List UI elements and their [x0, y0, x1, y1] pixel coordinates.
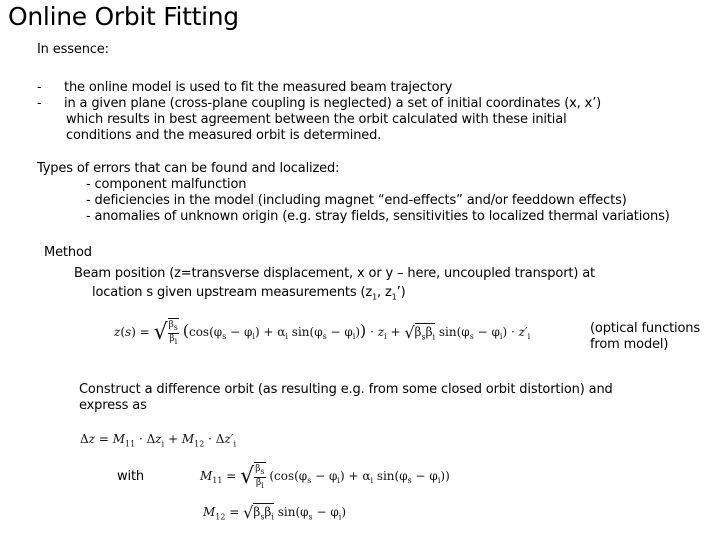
bullet-dash: - — [37, 80, 42, 95]
m11-equation: $M_{11}$ = √ $\frac{\beta_s}{\beta_i}$ ($\cos(\varphi_s - \varphi_i) + \alpha_i$ $\sin(\varphi_s - \varphi_i)$) — [200, 463, 450, 490]
method-heading: Method — [44, 245, 92, 260]
error-item: - deficiencies in the model (including magnet “end-effects” and/or feeddown effects) — [86, 193, 627, 208]
bullet-line: which results in best agreement between the orbit calculated with these initial — [66, 112, 567, 127]
optical-functions-note: (optical functions — [590, 321, 701, 336]
essence-heading: In essence: — [37, 42, 109, 57]
difference-orbit-equation: $\Delta z = M_{11} \cdot \Delta z_i + M_{12} \cdot \Delta z'_i$ — [80, 432, 237, 449]
difference-orbit-text: Construct a difference orbit (as resulting e.g. from some closed orbit distortion) and — [79, 382, 613, 397]
error-item: - component malfunction — [86, 177, 247, 192]
transfer-equation: z(s) = √ $\frac{\beta_s}{\beta_i}$ ($\cos(\varphi_s - \varphi_i) + \alpha_i$ $\sin(\varphi_s - \varphi_i)) \cdot z_i + √\beta_s\beta_i$ $\sin(\varphi_s - \varphi_i) \cdot z'_i$ — [114, 319, 531, 346]
errors-heading: Types of errors that can be found and localized: — [37, 161, 340, 176]
difference-orbit-text: express as — [79, 398, 147, 413]
bullet-line: conditions and the measured orbit is determined. — [66, 128, 382, 143]
bullet-line: in a given plane (cross-plane coupling is neglected) a set of initial coordinates (x, x’) — [64, 96, 602, 111]
optical-functions-note: from model) — [590, 337, 669, 352]
page-title: Online Orbit Fitting — [8, 2, 239, 31]
error-item: - anomalies of unknown origin (e.g. stray fields, sensitivities to localized thermal variations) — [86, 209, 670, 224]
method-description-line: Beam position (z=transverse displacement, x or y – here, uncoupled transport) at — [74, 266, 596, 281]
bullet-dash: - — [37, 96, 42, 111]
with-label: with — [117, 469, 144, 484]
method-description-line: location s given upstream measurements ($z_1$, $z_1$’) — [92, 285, 406, 302]
bullet-line: the online model is used to fit the measured beam trajectory — [64, 80, 453, 95]
m12-equation: $M_{12} = √\beta_s\beta_i$ $\sin(\varphi_s - \varphi_i)$ — [203, 503, 346, 522]
